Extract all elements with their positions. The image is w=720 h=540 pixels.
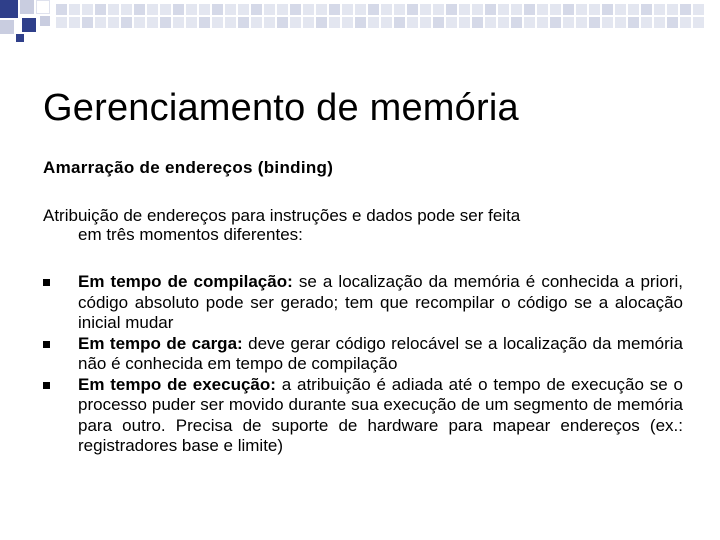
- pattern-square: [381, 4, 392, 15]
- pattern-square: [316, 17, 327, 28]
- pattern-square: [121, 4, 132, 15]
- pattern-square: [446, 4, 457, 15]
- pattern-square: [355, 17, 366, 28]
- pattern-square: [303, 4, 314, 15]
- bullet-label: Em tempo de compilação:: [78, 272, 293, 291]
- pattern-square: [381, 17, 392, 28]
- pattern-square: [654, 17, 665, 28]
- pattern-square: [238, 17, 249, 28]
- pattern-square: [576, 4, 587, 15]
- bullet-text: se a localização da memória é conhecida a priori, código absoluto pode ser gerado; tem que recompilar o código se a alocação inicial mudar: [78, 272, 683, 332]
- pattern-square: [147, 17, 158, 28]
- bullet-item: [43, 334, 683, 375]
- pattern-square: [498, 17, 509, 28]
- bullet-item: [43, 375, 683, 457]
- pattern-square: [641, 17, 652, 28]
- pattern-square: [251, 17, 262, 28]
- pattern-square: [225, 17, 236, 28]
- pattern-square: [615, 4, 626, 15]
- pattern-square: [69, 4, 80, 15]
- pattern-square: [433, 4, 444, 15]
- pattern-square: [420, 4, 431, 15]
- pattern-square: [459, 17, 470, 28]
- pattern-square: [95, 17, 106, 28]
- slide-subtitle: Amarração de endereços (binding): [43, 158, 334, 177]
- pattern-square: [264, 4, 275, 15]
- pattern-square: [602, 4, 613, 15]
- pattern-square: [693, 17, 704, 28]
- square-bullet-icon: [43, 382, 50, 389]
- pattern-square: [316, 4, 327, 15]
- pattern-square: [199, 4, 210, 15]
- pattern-square: [95, 4, 106, 15]
- pattern-square: [69, 17, 80, 28]
- pattern-square: [628, 17, 639, 28]
- bullet-list: [43, 272, 683, 457]
- pattern-square: [82, 17, 93, 28]
- pattern-square: [186, 4, 197, 15]
- pattern-square: [407, 17, 418, 28]
- pattern-square: [472, 17, 483, 28]
- pattern-square: [160, 17, 171, 28]
- pattern-square: [680, 17, 691, 28]
- pattern-square: [173, 17, 184, 28]
- pattern-square: [446, 17, 457, 28]
- pattern-square: [641, 4, 652, 15]
- intro-paragraph: [43, 206, 683, 244]
- pattern-square: [693, 4, 704, 15]
- pattern-square: [82, 4, 93, 15]
- pattern-square: [160, 4, 171, 15]
- slide-title: Gerenciamento de memória: [43, 87, 519, 130]
- pattern-square: [563, 17, 574, 28]
- intro-line-2: em três momentos diferentes:: [78, 225, 303, 244]
- pattern-square: [550, 17, 561, 28]
- pattern-square: [576, 17, 587, 28]
- bullet-text: a atribuição é adiada até o tempo de execução se o processo puder ser movido durante sua execução de um segmento de memória para outro. Precisa de suporte de hardware para mapear endereços (ex.: registradores base e limite): [78, 374, 683, 455]
- intro-line-1: Atribuição de endereços para instruções e dados pode ser feita: [43, 206, 521, 225]
- pattern-square: [433, 17, 444, 28]
- pattern-square: [368, 17, 379, 28]
- pattern-square: [212, 17, 223, 28]
- pattern-square: [563, 4, 574, 15]
- pattern-square: [147, 4, 158, 15]
- pattern-square: [524, 4, 535, 15]
- pattern-square: [277, 4, 288, 15]
- pattern-square: [654, 4, 665, 15]
- pattern-square: [212, 4, 223, 15]
- pattern-square: [329, 4, 340, 15]
- pattern-square: [186, 17, 197, 28]
- pattern-square: [342, 17, 353, 28]
- pattern-square: [290, 4, 301, 15]
- pattern-square: [303, 17, 314, 28]
- pattern-square: [56, 4, 67, 15]
- pattern-square: [550, 4, 561, 15]
- pattern-square: [459, 4, 470, 15]
- header-pattern-band: [56, 4, 720, 30]
- pattern-square: [173, 4, 184, 15]
- pattern-square: [121, 17, 132, 28]
- pattern-square: [615, 17, 626, 28]
- pattern-square: [199, 17, 210, 28]
- square-bullet-icon: [43, 279, 50, 286]
- pattern-square: [628, 4, 639, 15]
- pattern-square: [680, 4, 691, 15]
- pattern-square: [485, 17, 496, 28]
- pattern-square: [134, 17, 145, 28]
- pattern-square: [589, 4, 600, 15]
- pattern-square: [511, 17, 522, 28]
- pattern-square: [394, 17, 405, 28]
- pattern-row: [56, 17, 720, 28]
- square-bullet-icon: [43, 341, 50, 348]
- pattern-square: [498, 4, 509, 15]
- pattern-square: [368, 4, 379, 15]
- pattern-square: [225, 4, 236, 15]
- pattern-square: [56, 17, 67, 28]
- pattern-square: [602, 17, 613, 28]
- pattern-square: [420, 17, 431, 28]
- bullet-text: deve gerar código relocável se a localização da memória não é conhecida em tempo de compilação: [78, 333, 683, 373]
- pattern-square: [355, 4, 366, 15]
- pattern-square: [134, 4, 145, 15]
- bullet-item: [43, 272, 683, 334]
- pattern-square: [667, 4, 678, 15]
- pattern-square: [251, 4, 262, 15]
- pattern-square: [537, 17, 548, 28]
- bullet-label: Em tempo de execução:: [78, 374, 276, 394]
- pattern-square: [108, 4, 119, 15]
- pattern-square: [264, 17, 275, 28]
- pattern-square: [290, 17, 301, 28]
- pattern-square: [108, 17, 119, 28]
- pattern-square: [238, 4, 249, 15]
- pattern-square: [277, 17, 288, 28]
- pattern-square: [342, 4, 353, 15]
- pattern-square: [407, 4, 418, 15]
- bullet-label: Em tempo de carga:: [78, 333, 243, 353]
- pattern-square: [394, 4, 405, 15]
- pattern-square: [537, 4, 548, 15]
- pattern-square: [524, 17, 535, 28]
- pattern-square: [667, 17, 678, 28]
- pattern-square: [511, 4, 522, 15]
- pattern-square: [329, 17, 340, 28]
- pattern-row: [56, 4, 720, 15]
- pattern-square: [589, 17, 600, 28]
- pattern-square: [472, 4, 483, 15]
- pattern-square: [485, 4, 496, 15]
